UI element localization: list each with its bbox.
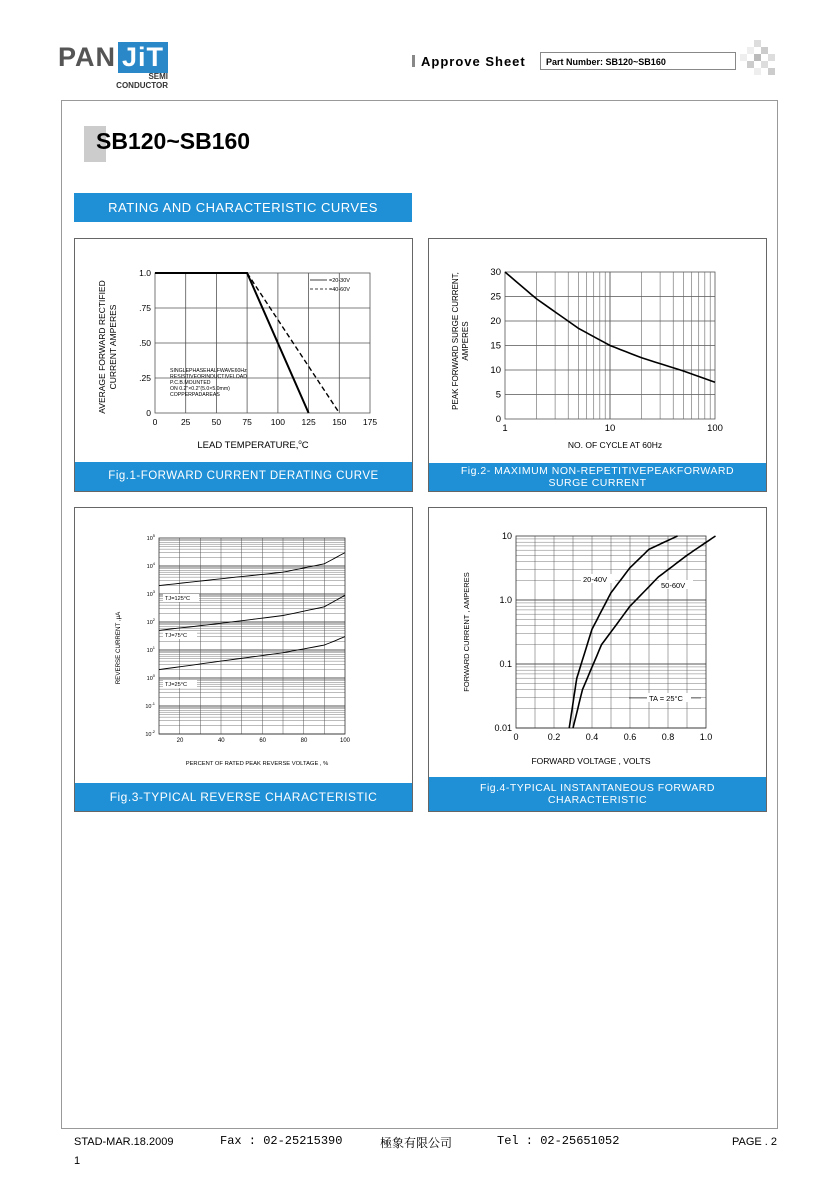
fig2-xtick: 1 — [502, 423, 508, 434]
fig1-panel — [74, 238, 413, 492]
fig4-xtick: 0 — [513, 732, 519, 742]
fig2-ytick: 15 — [490, 340, 501, 352]
fig1-ytick: 0 — [146, 408, 151, 418]
fig2-caption-line1: Fig.2- MAXIMUM NON-REPETITIVEPEAKFORWARD — [460, 465, 735, 477]
fig2-chart — [429, 239, 766, 463]
fig3-label-75c: TJ=75°C — [165, 633, 187, 639]
fig2-ylabel-line1: PEAK FORWARD SURGE CURRENT, — [451, 272, 460, 410]
fig2-panel — [428, 238, 767, 492]
fig2-xlabel: NO. OF CYCLE AT 60Hz — [567, 440, 663, 450]
fig1-ylabel-line1: AVERAGE FORWARD RECTIFIED — [97, 280, 107, 414]
svg-text:SINGLEPHASEHALFWAVE60Hz: SINGLEPHASEHALFWAVE60Hz — [170, 368, 247, 374]
fig1-ytick: 1.0 — [139, 268, 151, 278]
fig3-xtick: 20 — [176, 738, 184, 744]
footer-tel: Tel : 02-25651052 — [497, 1134, 620, 1148]
fig2-ylabel-line2: AMPERES — [461, 321, 470, 361]
fig1-xtick: 50 — [211, 417, 222, 427]
fig2-caption — [429, 463, 766, 491]
svg-text:RESISTIVEORINDUCTIVELOAD: RESISTIVEORINDUCTIVELOAD — [170, 374, 247, 380]
fig4-chart — [429, 508, 766, 778]
fig1-ytick: .50 — [139, 338, 151, 348]
fig4-ytick: 0.1 — [499, 659, 512, 669]
fig3-caption: Fig.3-TYPICAL REVERSE CHARACTERISTIC — [75, 783, 412, 811]
fig3-panel — [74, 507, 413, 812]
fig2-ytick: 20 — [490, 316, 501, 327]
fig1-xtick: 75 — [242, 417, 252, 427]
footer-company: 極象有限公司 — [380, 1136, 453, 1150]
fig4-label-50-60v: 50-60V — [661, 581, 686, 590]
fig1-xtick: 175 — [362, 417, 378, 427]
fig4-xtick: 0.6 — [623, 732, 637, 742]
fig4-ytick: 10 — [501, 531, 512, 541]
fig3-xlabel: PERCENT OF RATED PEAK REVERSE VOLTAGE , % — [185, 761, 329, 767]
fig3-label-125c: TJ=125°C — [165, 596, 191, 602]
fig1-ytick: .25 — [139, 373, 151, 383]
fig4-label-20-40v: 20-40V — [583, 575, 608, 584]
fig3-ytick: $10^3$ — [146, 589, 155, 598]
fig2-caption-line2: SURGE CURRENT — [548, 477, 647, 489]
fig3-label-25c: TJ=25°C — [165, 682, 187, 688]
fig4-series-50-60v — [573, 536, 716, 728]
fig4-xlabel: FORWARD VOLTAGE , VOLTS — [531, 756, 651, 766]
fig3-xtick: 100 — [339, 738, 351, 744]
fig3-ytick: $10^1$ — [146, 645, 155, 654]
fig3-ytick: $10^5$ — [146, 533, 155, 542]
fig3-yticks — [145, 533, 155, 738]
fig2-ytick: 5 — [495, 389, 501, 401]
fig1-xtick: 0 — [152, 417, 158, 427]
part-number-box — [540, 52, 736, 70]
checker-decoration-icon — [740, 40, 782, 82]
fig3-chart — [75, 508, 412, 783]
fig4-xtick: 0.2 — [547, 732, 561, 742]
fig1-xlabel: LEAD TEMPERATURE,$^o$C — [197, 440, 309, 451]
part-number-value: SB120~SB160 — [605, 57, 666, 67]
fig4-caption-line1: Fig.4-TYPICAL INSTANTANEOUS FORWARD — [480, 782, 715, 794]
fig4-caption-line2: CHARACTERISTIC — [547, 794, 648, 806]
fig4-ta-label: TA = 25°C — [649, 694, 683, 703]
fig1-xtick: 125 — [301, 417, 316, 427]
fig4-ytick: 1.0 — [499, 595, 512, 605]
fig2-xtick: 100 — [707, 423, 723, 434]
fig3-ytick: $10^{-1}$ — [145, 701, 155, 710]
fig2-ytick: 0 — [495, 414, 501, 425]
approve-sheet-label: Approve Sheet — [412, 54, 526, 69]
fig4-xtick: 1.0 — [699, 732, 713, 742]
section-title: RATING AND CHARACTERISTIC CURVES — [74, 193, 412, 222]
footer-fax: Fax : 02-25215390 — [220, 1134, 343, 1148]
fig2-ytick: 30 — [490, 267, 501, 278]
fig4-caption — [429, 777, 766, 811]
logo-semi: SEMI — [148, 72, 169, 81]
footer-stad: STAD-MAR.18.2009 — [74, 1136, 174, 1148]
fig1-legend-1: =20-30V — [329, 278, 350, 284]
panjit-logo — [58, 42, 168, 90]
svg-text:COPPERPADAREAS: COPPERPADAREAS — [170, 392, 220, 398]
fig1-xtick: 25 — [180, 417, 191, 427]
svg-text:P.C.B.MOUNTED: P.C.B.MOUNTED — [170, 380, 211, 386]
page-title: SB120~SB160 — [96, 128, 251, 154]
fig3-xtick: 60 — [259, 738, 267, 744]
fig2-ytick: 25 — [490, 291, 501, 303]
fig3-ytick: $10^2$ — [146, 617, 155, 626]
fig1-ylabel-line2: CURRENT AMPERES — [108, 304, 118, 390]
fig1-legend-2: =40-60V — [329, 287, 350, 293]
part-number-label: Part Number: — [546, 57, 604, 67]
fig2-ytick: 10 — [490, 365, 501, 376]
fig1-legend — [310, 278, 350, 293]
fig1-note — [170, 368, 247, 398]
logo-conductor: CONDUCTOR — [116, 81, 169, 90]
logo-jit: JiT — [118, 42, 168, 73]
fig4-ylabel: FORWARD CURRENT , AMPERES — [462, 572, 471, 692]
fig4-panel — [428, 507, 767, 812]
fig1-xtick: 100 — [270, 417, 285, 427]
svg-text:ON 0.2"×0.2"(5.0×5.0mm): ON 0.2"×0.2"(5.0×5.0mm) — [170, 386, 230, 392]
fig3-ytick: $10^4$ — [146, 561, 155, 570]
fig3-ylabel: REVERSE CURRENT ,µA — [115, 611, 122, 685]
logo-pan: PAN — [58, 42, 117, 72]
fig4-ytick: 0.01 — [494, 723, 512, 733]
fig1-chart — [75, 239, 412, 463]
footer-num: 1 — [74, 1155, 81, 1167]
fig2-xtick: 10 — [604, 423, 616, 434]
fig3-ytick: $10^{-2}$ — [145, 729, 155, 738]
fig1-caption: Fig.1-FORWARD CURRENT DERATING CURVE — [75, 462, 412, 491]
fig3-xtick: 40 — [217, 738, 225, 744]
fig1-xtick: 150 — [332, 417, 347, 427]
footer-page: PAGE . 2 — [732, 1136, 778, 1148]
fig1-ytick: .75 — [139, 303, 151, 313]
fig3-xtick: 80 — [300, 738, 308, 744]
fig3-ytick: $10^0$ — [146, 673, 155, 682]
fig4-xtick: 0.4 — [585, 732, 599, 742]
fig4-xtick: 0.8 — [661, 732, 675, 742]
